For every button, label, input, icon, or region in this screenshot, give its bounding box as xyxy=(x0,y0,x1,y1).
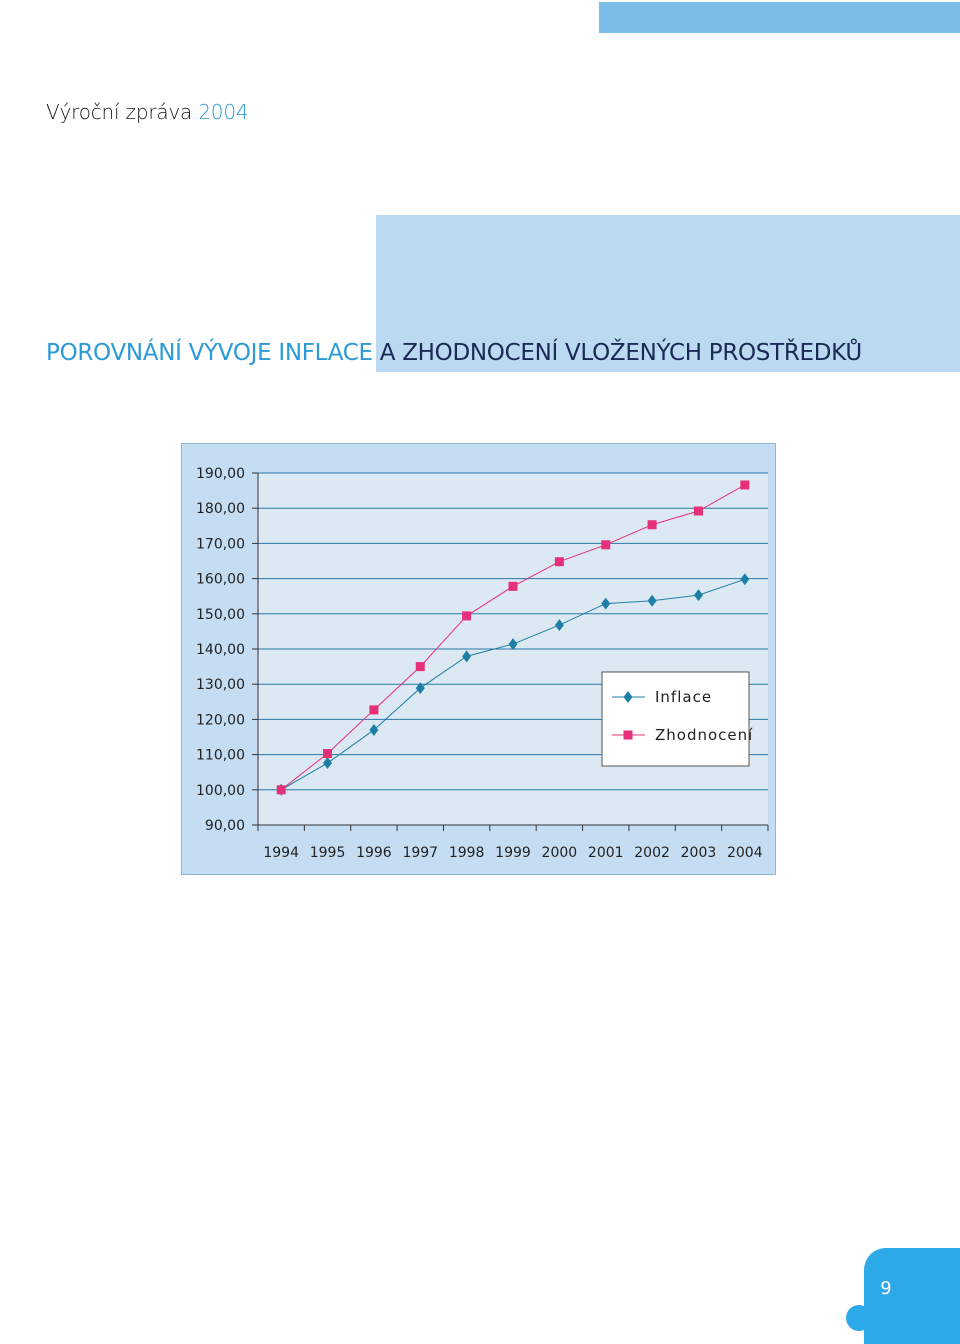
y-tick-label: 120,00 xyxy=(196,712,245,729)
y-tick-label: 170,00 xyxy=(196,536,245,553)
x-tick-label: 2000 xyxy=(541,845,578,861)
y-tick-label: 150,00 xyxy=(196,606,245,623)
series-2-point xyxy=(555,557,564,566)
page-dot-decoration xyxy=(846,1305,872,1331)
y-tick-label: 100,00 xyxy=(196,782,245,799)
y-tick-label: 140,00 xyxy=(196,642,245,658)
x-tick-label: 2001 xyxy=(587,845,624,861)
legend-marker-2 xyxy=(624,731,633,740)
series-2-point xyxy=(323,749,332,758)
x-tick-label: 1996 xyxy=(356,845,392,861)
series-2-point xyxy=(740,480,749,489)
y-tick-label: 130,00 xyxy=(196,677,245,694)
x-tick-label: 1994 xyxy=(263,845,300,861)
line-chart xyxy=(182,444,777,876)
x-tick-label: 1998 xyxy=(448,845,485,861)
x-tick-label: 2002 xyxy=(634,845,670,861)
y-tick-label: 110,00 xyxy=(196,747,245,764)
legend-box xyxy=(602,672,749,766)
report-header xyxy=(46,100,248,124)
series-2-point xyxy=(369,705,378,714)
x-tick-label: 2003 xyxy=(680,845,717,861)
series-2-point xyxy=(416,662,425,671)
x-tick-label: 1999 xyxy=(495,845,531,861)
x-tick-label: 2004 xyxy=(726,845,763,861)
report-header-year: 2004 xyxy=(198,100,249,124)
series-2-point xyxy=(509,582,518,591)
y-tick-label: 190,00 xyxy=(196,466,245,482)
top-tab-decoration xyxy=(599,2,960,33)
series-2-point xyxy=(694,507,703,516)
y-tick-label: 160,00 xyxy=(196,571,245,588)
series-2-point xyxy=(648,520,657,529)
series-2-point xyxy=(462,611,471,620)
report-header-text: Výroční zpráva xyxy=(46,100,193,124)
series-2-point xyxy=(601,540,610,549)
chart-frame xyxy=(181,443,776,875)
y-tick-label: 90,00 xyxy=(204,818,245,834)
x-tick-label: 1995 xyxy=(309,845,346,861)
page-number: 9 xyxy=(880,1278,892,1299)
legend-label-2: Zhodnocení xyxy=(655,726,754,744)
section-title-part1: POROVNÁNÍ VÝVOJE INFLACE xyxy=(46,340,373,366)
section-title-part2: A ZHODNOCENÍ VLOŽENÝCH PROSTŘEDKŮ xyxy=(372,340,862,366)
section-title xyxy=(46,340,862,366)
legend-label-1: Inflace xyxy=(655,688,713,706)
x-tick-label: 1997 xyxy=(402,845,439,861)
series-2-point xyxy=(277,785,286,794)
y-tick-label: 180,00 xyxy=(196,501,245,518)
